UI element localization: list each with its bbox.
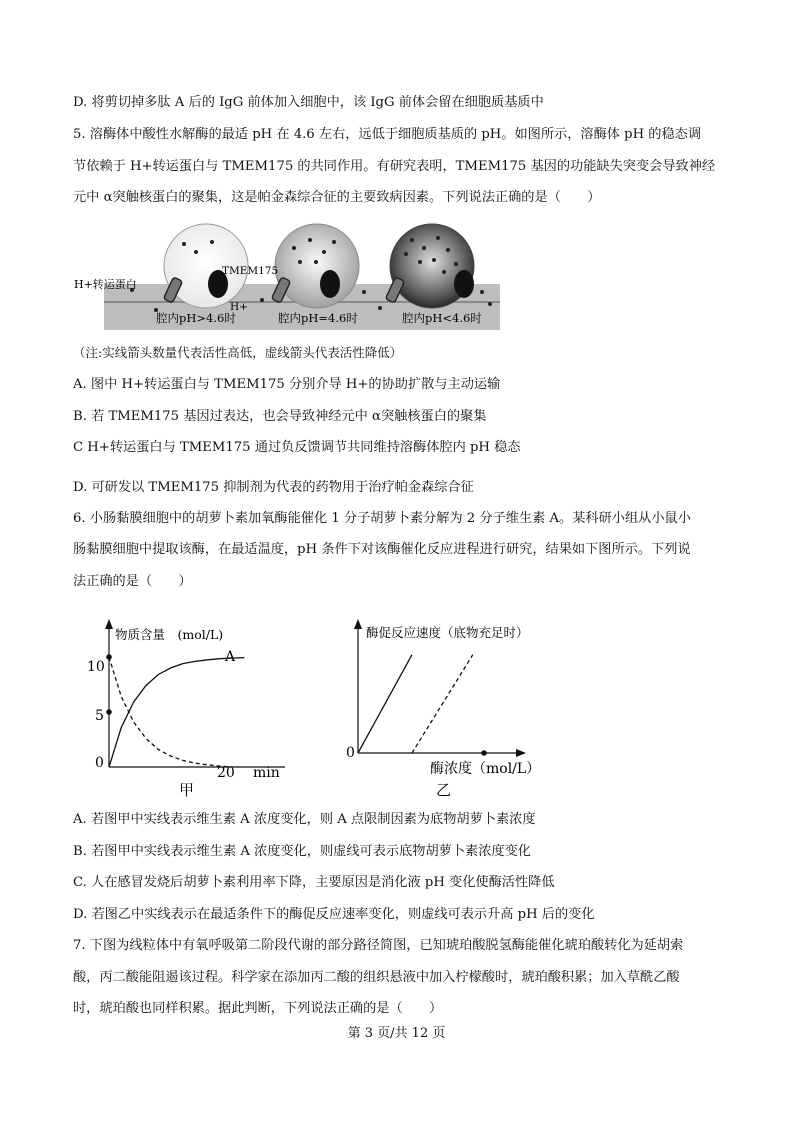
y-axis-arrow	[354, 619, 362, 629]
chart-yi	[340, 615, 540, 800]
lysosome-figure	[72, 222, 502, 334]
origin-label: 0	[346, 745, 355, 761]
x-axis-arrow	[516, 749, 526, 757]
y10-point	[106, 654, 112, 660]
q5-stem-3: 元中 α突触核蛋白的聚集，这是帕金森综合征的主要致病因素。下列说法正确的是（ ）	[73, 190, 601, 205]
y-axis-arrow	[105, 619, 113, 629]
chart-jia	[85, 615, 295, 800]
q5-option-c: C H+转运蛋白与 TMEM175 通过负反馈调节共同维持溶酶体腔内 pH 稳态	[73, 440, 521, 455]
y-axis-label: 物质含量 (mol/L)	[115, 627, 224, 642]
q6-option-b: B. 若图甲中实线表示维生素 A 浓度变化，则虚线可表示底物胡萝卜素浓度变化	[73, 844, 531, 859]
q4-option-d: D. 将剪切掉多肽 A 后的 IgG 前体加入细胞中，该 IgG 前体会留在细胞质基质中	[73, 95, 544, 110]
x-axis-point	[481, 750, 487, 756]
q7-stem-1: 7. 下图为线粒体中有氧呼吸第二阶段代谢的部分路径简图，已知琥珀酸脱氢酶能催化琥珀酸转化为延胡索	[73, 938, 684, 953]
tmem175-label: TMEM175	[222, 265, 279, 277]
q5-figure-note: （注:实线箭头数量代表活性高低，虚线箭头代表活性降低）	[73, 345, 403, 360]
dashed-series-line	[412, 655, 473, 753]
y-tick-10: 10	[87, 659, 105, 675]
q6-option-a: A. 若图甲中实线表示维生素 A 浓度变化，则 A 点限制因素为底物胡萝卜素浓度	[73, 812, 536, 827]
origin-label: 0	[95, 755, 104, 771]
q6-stem-1: 6. 小肠黏膜细胞中的胡萝卜素加氧酶能催化 1 分子胡萝卜素分解为 2 分子维生素 A。某科研小组从小鼠小	[73, 511, 691, 526]
dashed-series-line	[109, 657, 232, 767]
q6-option-c: C. 人在感冒发烧后胡萝卜素利用率下降，主要原因是消化液 pH 变化使酶活性降低	[73, 875, 555, 890]
panel2-label: 腔内pH=4.6时	[278, 311, 358, 325]
q5-option-b: B. 若 TMEM175 基因过表达，也会导致神经元中 α突触核蛋白的聚集	[73, 409, 487, 424]
x-axis-unit: min	[253, 765, 280, 781]
y-tick-5: 5	[95, 708, 104, 724]
solid-series-line	[358, 655, 412, 753]
page-footer: 第 3 页/共 12 页	[347, 1026, 446, 1041]
q5-option-d: D. 可研发以 TMEM175 抑制剂为代表的药物用于治疗帕金森综合征	[73, 480, 474, 495]
y-axis-label: 酶促反应速度（底物充足时）	[366, 625, 529, 640]
panel1-label: 腔内pH>4.6时	[156, 311, 236, 325]
q5-option-a: A. 图中 H+转运蛋白与 TMEM175 分别介导 H+的协助扩散与主动运输	[73, 377, 501, 392]
y5-point	[106, 709, 112, 715]
point-a-label: A	[225, 649, 236, 665]
h-ion-label: H+	[230, 301, 248, 313]
q5-stem-2: 节依赖于 H+转运蛋白与 TMEM175 的共同作用。有研究表明，TMEM175 基因的功能缺失突变会导致神经	[73, 159, 716, 174]
q7-stem-3: 时，琥珀酸也同样积累。据此判断，下列说法正确的是（ ）	[73, 1001, 443, 1016]
h-transporter-label: H+转运蛋白	[74, 278, 137, 291]
q6-stem-3: 法正确的是（ ）	[73, 574, 192, 589]
x-tick-20: 20	[217, 765, 235, 781]
q7-stem-2: 酸，丙二酸能阻遏该过程。科学家在添加丙二酸的组织悬液中加入柠檬酸时，琥珀酸积累；加入草酰乙酸	[73, 970, 680, 985]
chart-name: 乙	[436, 781, 452, 799]
x-axis-label: 酶浓度（mol/L）	[430, 761, 540, 777]
panel3-label: 腔内pH<4.6时	[402, 311, 482, 325]
q6-stem-2: 肠黏膜细胞中提取该酶，在最适温度，pH 条件下对该酶催化反应进程进行研究，结果如下图所示。下列说	[73, 542, 691, 557]
chart-name: 甲	[179, 781, 195, 799]
q6-option-d: D. 若图乙中实线表示在最适条件下的酶促反应速率变化，则虚线可表示升高 pH 后的变化	[73, 907, 595, 922]
q5-stem-1: 5. 溶酶体中酸性水解酶的最适 pH 在 4.6 左右，远低于细胞质基质的 pH。如图所示，溶酶体 pH 的稳态调	[73, 127, 702, 142]
